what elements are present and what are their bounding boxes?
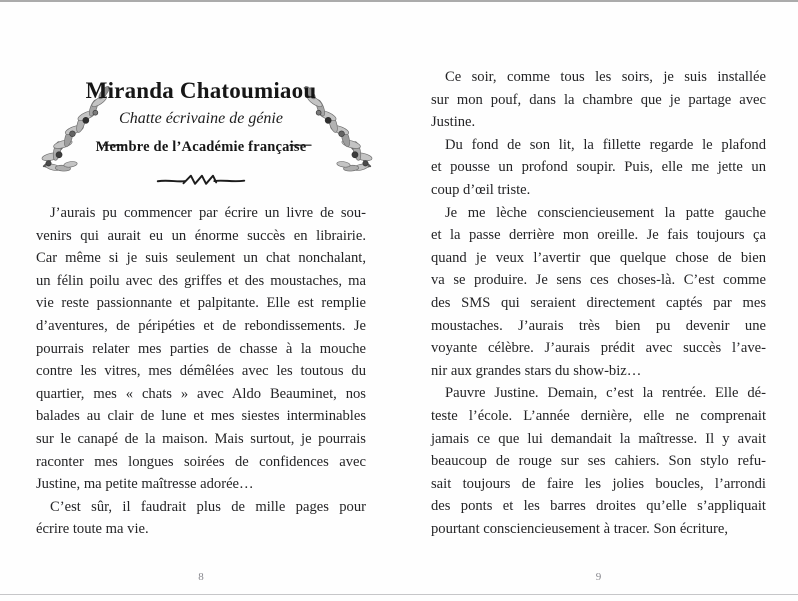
- text-line: quand je veux l’avertir que quelque chose de bien: [431, 249, 766, 266]
- text-line: Pauvre Justine. Demain, c’est la rentrée. Elle dé-: [445, 385, 766, 402]
- text-line: coup d’œil triste.: [431, 181, 531, 198]
- right-page: [431, 2, 766, 594]
- page-number-right: 9: [595, 571, 602, 583]
- text-line: sur mon pouf, dans la chambre que je partage avec: [431, 91, 766, 108]
- text-line: Du fond de son lit, la fillette regarde le plafond: [445, 136, 766, 153]
- text-line: quartier, mes « chats » avec Aldo Beauminet, nos: [36, 385, 366, 402]
- text-line: un félin poilu avec des griffes et des moustaches, ma: [36, 272, 366, 289]
- text-line: teste l’école. L’année dernière, elle ne comprenait: [431, 407, 766, 424]
- text-line: sait toujours de faire les jolies boucles, l’arrondi: [431, 475, 766, 492]
- text-line: J’aurais pu commencer par écrire un livre de sou-: [50, 205, 366, 221]
- text-line: écrire toute ma vie.: [36, 521, 149, 538]
- text-line: pourtant consciencieusement à tracer. Son écriture,: [431, 520, 729, 537]
- right-page-body: [431, 66, 766, 540]
- text-line: et pousse un profond soupir. Puis, elle me jette un: [431, 159, 766, 176]
- chapter-author-subtitle: Chatte écrivaine de génie: [119, 110, 283, 127]
- text-line: venirs qui aurait eu un énorme succès en librairie.: [36, 227, 366, 244]
- text-line: beaucoup de rouge sur ses cahiers. Son stylo refu-: [431, 453, 766, 470]
- text-line: va se produire. Je sens ces choses-là. C’est comme: [431, 272, 766, 289]
- text-line: jamais ce que lui demandait la maîtresse. Il y avait: [431, 430, 766, 447]
- body-paragraph: [431, 382, 766, 540]
- text-line: moustaches. J’aurais très bien pu devenir une: [431, 317, 766, 334]
- text-line: contre les vitres, mes démêlées avec les toutous du: [36, 363, 366, 380]
- text-line: voyante célèbre. J’aurais prédit avec succès l’ave-: [431, 340, 766, 357]
- body-paragraph: [36, 496, 366, 541]
- page-number-left: 8: [198, 571, 204, 583]
- text-line: d’aventures, de péripéties et de rebondissements. Je: [36, 317, 366, 334]
- left-page-body: [36, 202, 366, 541]
- body-paragraph: [431, 134, 766, 202]
- text-line: des SMS qui seraient directement captés par mes: [431, 294, 766, 311]
- text-line: Justine.: [431, 114, 476, 131]
- chapter-author-title: Miranda Chatoumiaou: [85, 78, 317, 103]
- body-paragraph: [431, 66, 766, 134]
- body-paragraph: [431, 202, 766, 383]
- text-line: sur le canapé de la maison. Mais surtout, je pourrais: [36, 430, 366, 447]
- text-line: Ce soir, comme tous les soirs, je suis installée: [445, 69, 766, 85]
- body-paragraph: [36, 202, 366, 496]
- text-line: balades au clair de lune et mes siestes interminables: [36, 408, 366, 425]
- text-line: C’est sûr, il faudrait plus de mille pages pour: [50, 498, 366, 515]
- text-line: et la passe derrière mon oreille. Je fais toujours ça: [431, 227, 766, 244]
- text-line: Justine, ma petite maîtresse adorée…: [36, 476, 254, 493]
- text-line: Car même si je suis seulement un chat nonchalant,: [36, 250, 366, 267]
- text-line: vie reste passionnante et palpitante. Elle est remplie: [36, 295, 366, 312]
- text-line: Je me lèche consciencieusement la patte gauche: [445, 204, 766, 221]
- text-line: raconter mes longues soirées de confidences avec: [36, 453, 366, 470]
- text-line: nir aux grandes stars du show-biz…: [431, 362, 642, 379]
- knot-divider-icon: [36, 172, 366, 194]
- chapter-author-affiliation: Membre de l’Académie française: [95, 139, 307, 155]
- text-line: pourrais relater mes parties de chasse à la mouche: [36, 340, 366, 357]
- text-line: des ponts et les barres droites qu’elle s’appliquait: [431, 498, 766, 515]
- left-page: [36, 2, 366, 594]
- bottom-frame-line: [0, 594, 798, 595]
